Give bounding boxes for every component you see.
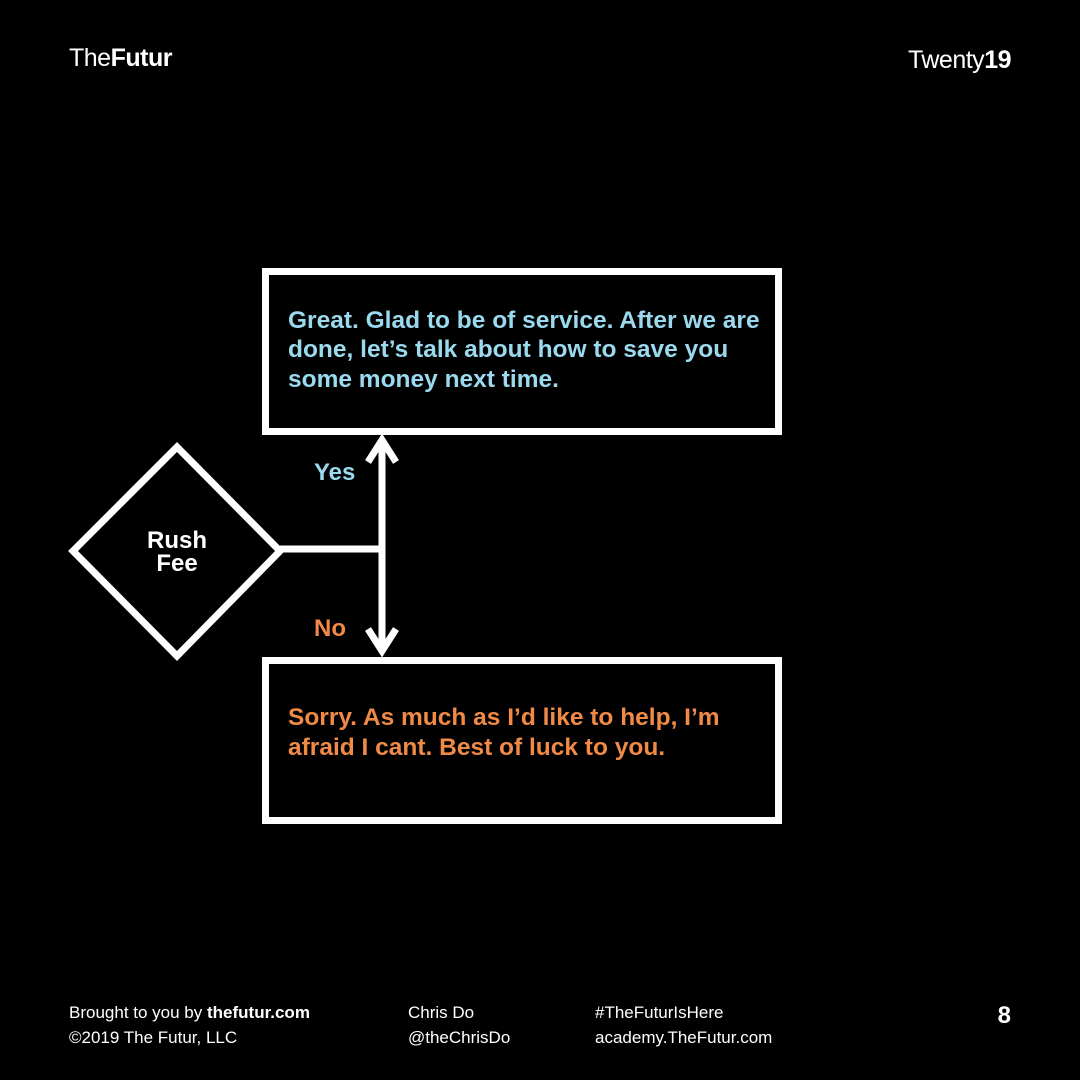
brought-by-link[interactable]: thefutur.com <box>206 1003 310 1022</box>
brand-bold: Futur <box>110 44 172 72</box>
hashtag[interactable]: #TheFuturIsHere <box>595 1003 724 1022</box>
academy-link[interactable]: academy.TheFutur.com <box>595 1028 773 1047</box>
footer-links <box>595 1000 772 1050</box>
no-outcome-text: Sorry. As much as I’d like to help, I’m afraid I cant. Best of luck to you. <box>288 704 720 761</box>
footer-author <box>408 1000 510 1050</box>
yes-label: Yes <box>314 459 356 486</box>
no-label: No <box>314 615 346 642</box>
yes-outcome-text: Great. Glad to be of service. After we are done, let’s talk about how to save you some money next time. <box>288 306 760 393</box>
series-prefix: Twenty <box>907 46 985 74</box>
no-outcome-box <box>262 657 782 824</box>
page-number: 8 <box>997 1002 1011 1029</box>
author-handle[interactable]: @theChrisDo <box>408 1028 511 1047</box>
decision-label-line1: Rush <box>147 527 207 554</box>
copyright: ©2019 The Futur, LLC <box>69 1028 238 1047</box>
yes-outcome-box <box>262 268 782 435</box>
decision-label <box>127 529 227 575</box>
footer-credits <box>69 1000 310 1050</box>
series-bold: 19 <box>984 46 1011 74</box>
brought-by-prefix: Brought to you by <box>69 1003 207 1022</box>
brand-prefix: The <box>69 44 111 72</box>
author-name: Chris Do <box>408 1003 475 1022</box>
decision-label-line2: Fee <box>156 550 198 577</box>
